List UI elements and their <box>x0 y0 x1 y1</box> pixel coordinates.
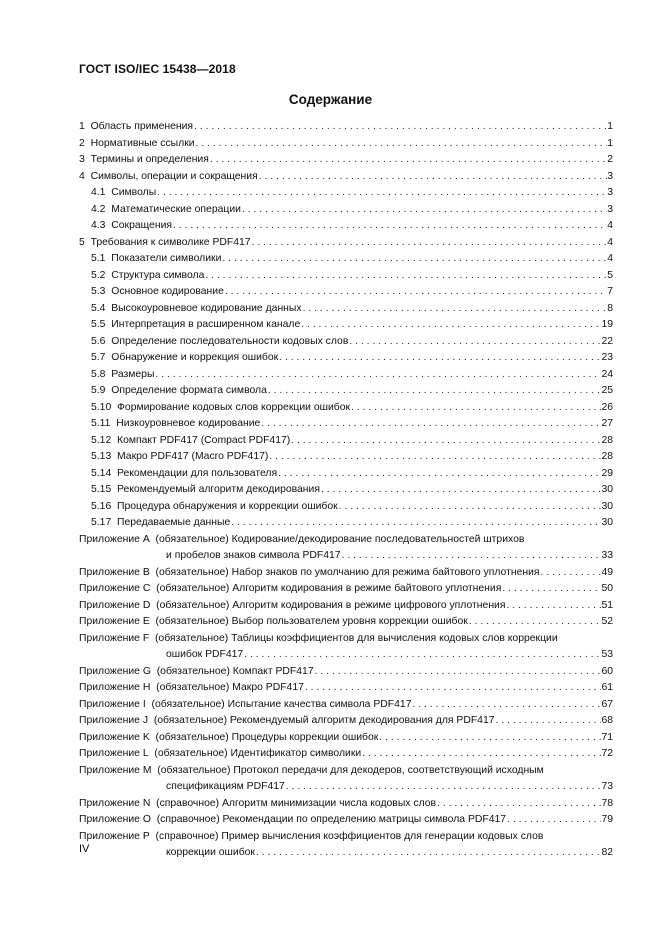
toc-entry-page: 82 <box>601 847 613 858</box>
toc-entry-title: Макро PDF417 (Macro PDF417) <box>117 451 269 462</box>
toc-entry-title: (справочное) Алгоритм минимизации числа кодовых слов <box>156 797 437 809</box>
toc-entry-page: 5 <box>607 269 613 281</box>
toc-entry-title: (обязательное) Макро PDF417 <box>156 682 304 693</box>
toc-entry-number: 5.11 <box>91 418 111 429</box>
toc-entry[interactable] <box>79 416 613 433</box>
toc-entry[interactable] <box>79 631 613 664</box>
leader-dots <box>302 301 608 318</box>
toc-entry-number: Приложение C <box>79 583 151 594</box>
toc-entry[interactable] <box>79 433 613 450</box>
toc-entry-number: Приложение P <box>79 830 150 842</box>
toc-entry[interactable] <box>79 713 613 730</box>
toc-entry-number: 5.17 <box>91 517 112 528</box>
toc-entry-page: 53 <box>601 649 613 660</box>
toc-entry-title: (обязательное) Рекомендуемый алгоритм декодирования для PDF417 <box>153 715 495 726</box>
toc-entry-page: 30 <box>601 517 613 528</box>
toc-entry-page: 60 <box>601 665 613 677</box>
toc-entry-number: Приложение D <box>79 599 151 611</box>
toc-entry[interactable] <box>79 334 613 351</box>
toc-entry-page: 4 <box>607 253 613 264</box>
toc-entry[interactable] <box>79 317 613 334</box>
toc-entry-title: Рекомендуемый алгоритм декодирования <box>117 484 320 495</box>
toc-entry-number: Приложение I <box>79 698 146 710</box>
toc-entry[interactable] <box>79 367 613 384</box>
leader-dots <box>260 416 601 433</box>
toc-entry-title: Низкоуровневое кодирование <box>116 418 261 429</box>
toc-entry-title: (обязательное) Кодирование/декодирование последовательностей штрихов <box>155 533 525 545</box>
leader-dots <box>468 614 602 631</box>
toc-entry-page: 25 <box>601 385 613 396</box>
leader-dots <box>314 664 602 681</box>
toc-entry-title: Символы, операции и сокращения <box>90 170 258 182</box>
toc-entry-number: 5.6 <box>91 335 106 347</box>
toc-entry-page: 1 <box>607 137 613 149</box>
toc-entry-page: 26 <box>601 401 613 413</box>
toc-entry[interactable] <box>79 268 613 285</box>
leader-dots <box>243 647 601 664</box>
leader-dots <box>224 284 607 301</box>
leader-dots <box>350 400 601 417</box>
toc-entry[interactable] <box>79 697 613 714</box>
toc-entry-title: (обязательное) Протокол передачи для декодеров, соответствующий исходным <box>157 764 544 776</box>
toc-entry-title: Область применения <box>90 121 194 132</box>
toc-entry[interactable] <box>79 515 613 532</box>
toc-entry-number: Приложение L <box>79 748 149 759</box>
leader-dots <box>540 565 602 582</box>
toc-entry-number: Приложение E <box>79 616 150 627</box>
toc-entry-title: (обязательное) Идентификатор символики <box>154 748 362 759</box>
toc-entry-page: 3 <box>607 170 613 182</box>
toc-entry-number: 5.8 <box>91 368 106 380</box>
leader-dots <box>411 697 601 714</box>
page-number: IV <box>79 843 90 855</box>
toc-entry-title: Высокоуровневое кодирование данных <box>111 302 302 314</box>
toc-entry-title: Рекомендации для пользователя <box>117 467 278 479</box>
toc-entry[interactable] <box>79 664 613 681</box>
toc-entry-title: Размеры <box>111 368 155 380</box>
toc-entry-page: 28 <box>601 434 613 446</box>
toc-entry-title: (обязательное) Испытание качества символа PDF417 <box>151 698 412 710</box>
toc-entry-number: 4.3 <box>91 220 106 231</box>
toc-entry-page: 33 <box>601 550 613 561</box>
toc-entry-title: Показатели символики <box>111 253 222 264</box>
toc-entry-number: 4.2 <box>91 203 106 215</box>
leader-dots <box>154 367 601 384</box>
toc-entry[interactable] <box>79 829 613 862</box>
toc-entry[interactable] <box>79 581 613 598</box>
toc-entry[interactable] <box>79 400 613 417</box>
toc-entry-title: Требования к символике PDF417 <box>90 236 251 248</box>
leader-dots <box>251 235 608 252</box>
toc-entry-page: 23 <box>601 352 613 363</box>
toc-entry-number: Приложение A <box>79 533 150 545</box>
toc-entry-title: Термины и определения <box>90 154 209 165</box>
toc-entry-page: 3 <box>607 203 613 215</box>
toc-entry-page: 67 <box>601 698 613 710</box>
toc-entry-title: Компакт PDF417 (Compact PDF417) <box>117 434 291 446</box>
leader-dots <box>193 119 607 136</box>
toc-entry-page: 27 <box>601 418 613 429</box>
toc-entry-number: Приложение F <box>79 632 150 644</box>
toc-entry-page: 22 <box>601 335 613 347</box>
toc-entry-title: Структура символа <box>111 269 205 281</box>
leader-dots <box>290 433 601 450</box>
toc-entry[interactable] <box>79 284 613 301</box>
leader-dots <box>267 383 602 400</box>
toc-entry-title: (обязательное) Таблицы коэффициентов для вычисления кодовых слов коррекции <box>154 632 558 644</box>
leader-dots <box>156 185 607 202</box>
toc-entry[interactable] <box>79 449 613 466</box>
toc-entry[interactable] <box>79 614 613 631</box>
toc-entry[interactable] <box>79 202 613 219</box>
toc-entry-title-continued: коррекции ошибок <box>166 847 255 858</box>
toc-entry[interactable] <box>79 499 613 516</box>
toc-entry[interactable] <box>79 152 613 169</box>
toc-entry-page: 61 <box>601 682 613 693</box>
toc-entry-number: 5 <box>79 236 85 248</box>
toc-entry-number: 3 <box>79 154 85 165</box>
leader-dots <box>285 779 602 796</box>
toc-entry-page: 79 <box>601 814 613 825</box>
toc-entry-title: Основное кодирование <box>111 286 224 297</box>
toc-entry-title: (обязательное) Алгоритм кодирования в режиме байтового уплотнения <box>156 583 502 594</box>
toc-entry-title-continued: и пробелов знаков символа PDF417 <box>166 550 341 561</box>
toc-entry[interactable] <box>79 185 613 202</box>
toc-entry[interactable] <box>79 169 613 186</box>
leader-dots <box>278 350 601 367</box>
toc-entry-number: 5.12 <box>91 434 112 446</box>
toc-entry-number: 5.15 <box>91 484 112 495</box>
leader-dots <box>255 845 601 862</box>
toc-entry[interactable] <box>79 136 613 153</box>
toc-entry[interactable] <box>79 251 613 268</box>
leader-dots <box>506 812 601 829</box>
leader-dots <box>172 218 607 235</box>
toc-entry-number: 5.13 <box>91 451 112 462</box>
leader-dots <box>320 482 601 499</box>
toc-entry[interactable] <box>79 565 613 582</box>
leader-dots <box>378 730 601 747</box>
toc-entry-number: 5.7 <box>91 352 106 363</box>
toc-entry[interactable] <box>79 730 613 747</box>
toc-entry-number: 5.3 <box>91 286 106 297</box>
toc-entry[interactable] <box>79 119 613 136</box>
toc-entry-title: (обязательное) Выбор пользователем уровня коррекции ошибок <box>155 616 468 627</box>
toc-entry-title: Определение последовательности кодовых слов <box>111 335 349 347</box>
toc-entry-page: 52 <box>601 616 613 627</box>
toc-entry[interactable] <box>79 680 613 697</box>
toc-entry-title: Нормативные ссылки <box>90 137 195 149</box>
toc-entry[interactable] <box>79 466 613 483</box>
toc-entry-title-continued: спецификациям PDF417 <box>166 781 285 792</box>
document-code-header: ГОСТ ISO/IEC 15438—2018 <box>79 62 236 76</box>
leader-dots <box>338 499 602 516</box>
toc-entry[interactable] <box>79 301 613 318</box>
toc-entry-title: Процедура обнаружения и коррекции ошибок <box>117 500 338 512</box>
toc-entry-title: Сокращения <box>111 220 173 231</box>
toc-entry-number: 4.1 <box>91 187 106 198</box>
toc-entry[interactable] <box>79 482 613 499</box>
leader-dots <box>204 268 607 285</box>
leader-dots <box>348 334 601 351</box>
leader-dots <box>195 136 608 153</box>
toc-entry-number: 5.4 <box>91 302 106 314</box>
toc-entry-title: (обязательное) Процедуры коррекции ошибок <box>155 731 379 743</box>
toc-entry-title: (обязательное) Набор знаков по умолчанию для режима байтового уплотнения <box>155 566 540 578</box>
toc-entry[interactable] <box>79 796 613 813</box>
toc-entry-page: 68 <box>601 715 613 726</box>
toc-entry[interactable] <box>79 235 613 252</box>
toc-entry-number: Приложение B <box>79 566 150 578</box>
leader-dots <box>495 713 602 730</box>
leader-dots <box>241 202 607 219</box>
toc-entry-page: 30 <box>601 500 613 512</box>
toc-entry[interactable] <box>79 218 613 235</box>
toc-entry-title: Интерпретация в расширенном канале <box>111 319 301 330</box>
leader-dots <box>304 680 602 697</box>
toc-entry[interactable] <box>79 598 613 615</box>
toc-entry-number: Приложение G <box>79 665 151 677</box>
toc-entry[interactable] <box>79 812 613 829</box>
toc-entry-page: 49 <box>601 566 613 578</box>
toc-entry[interactable] <box>79 350 613 367</box>
toc-entry-number: Приложение M <box>79 764 152 776</box>
toc-entry-page: 3 <box>607 187 613 198</box>
toc-entry-title-continued: ошибок PDF417 <box>166 649 244 660</box>
toc-entry-number: 5.16 <box>91 500 112 512</box>
leader-dots <box>501 581 601 598</box>
toc-entry[interactable] <box>79 746 613 763</box>
toc-entry-page: 2 <box>607 154 613 165</box>
toc-entry-page: 7 <box>607 286 613 297</box>
toc-entry[interactable] <box>79 763 613 796</box>
leader-dots <box>361 746 601 763</box>
toc-entry-title: (обязательное) Алгоритм кодирования в режиме цифрового уплотнения <box>156 599 506 611</box>
leader-dots <box>230 515 601 532</box>
toc-entry-page: 30 <box>601 484 613 495</box>
leader-dots <box>436 796 601 813</box>
toc-entry-number: Приложение H <box>79 682 151 693</box>
leader-dots <box>258 169 607 186</box>
toc-entry-page: 51 <box>601 599 613 611</box>
toc-entry-page: 29 <box>601 467 613 479</box>
toc-entry-title: (справочное) Рекомендации по определению матрицы символа PDF417 <box>156 814 507 825</box>
toc-entry-number: 2 <box>79 137 85 149</box>
toc-entry-title: Математические операции <box>111 203 241 215</box>
toc-entry-title: Обнаружение и коррекция ошибок <box>111 352 279 363</box>
toc-entry-number: 5.1 <box>91 253 106 264</box>
toc-entry-number: Приложение N <box>79 797 151 809</box>
toc-entry-number: 5.2 <box>91 269 106 281</box>
table-of-contents <box>79 119 613 862</box>
toc-entry-page: 8 <box>607 302 613 314</box>
toc-entry-page: 71 <box>601 731 613 743</box>
toc-entry-page: 72 <box>601 748 613 759</box>
page-title: Содержание <box>288 92 373 107</box>
leader-dots <box>341 548 602 565</box>
toc-entry-page: 4 <box>607 236 613 248</box>
toc-entry-page: 73 <box>601 781 613 792</box>
toc-entry-title: Символы <box>111 187 157 198</box>
leader-dots <box>221 251 607 268</box>
toc-entry-number: Приложение K <box>79 731 150 743</box>
toc-entry-title: Определение формата символа <box>111 385 267 396</box>
toc-entry[interactable] <box>79 532 613 565</box>
toc-entry-number: 5.5 <box>91 319 106 330</box>
toc-entry-number: 1 <box>79 121 85 132</box>
toc-entry-page: 19 <box>601 319 613 330</box>
toc-entry-title: Формирование кодовых слов коррекции ошибок <box>117 401 351 413</box>
toc-entry-page: 24 <box>601 368 613 380</box>
toc-entry-page: 1 <box>607 121 613 132</box>
toc-entry-title: Передаваемые данные <box>117 517 231 528</box>
toc-entry[interactable] <box>79 383 613 400</box>
toc-entry-title: (обязательное) Компакт PDF417 <box>156 665 314 677</box>
toc-entry-page: 78 <box>601 797 613 809</box>
toc-entry-page: 4 <box>607 220 613 231</box>
toc-entry-number: 5.14 <box>91 467 112 479</box>
toc-entry-page: 50 <box>601 583 613 594</box>
leader-dots <box>505 598 601 615</box>
leader-dots <box>268 449 601 466</box>
toc-entry-number: 5.9 <box>91 385 106 396</box>
leader-dots <box>277 466 601 483</box>
toc-entry-page: 28 <box>601 451 613 462</box>
toc-entry-number: 4 <box>79 170 85 182</box>
toc-entry-number: 5.10 <box>91 401 112 413</box>
leader-dots <box>300 317 601 334</box>
leader-dots <box>209 152 607 169</box>
toc-entry-title: (справочное) Пример вычисления коэффициентов для генерации кодовых слов <box>155 830 544 842</box>
toc-entry-number: Приложение J <box>79 715 149 726</box>
toc-entry-number: Приложение O <box>79 814 151 825</box>
